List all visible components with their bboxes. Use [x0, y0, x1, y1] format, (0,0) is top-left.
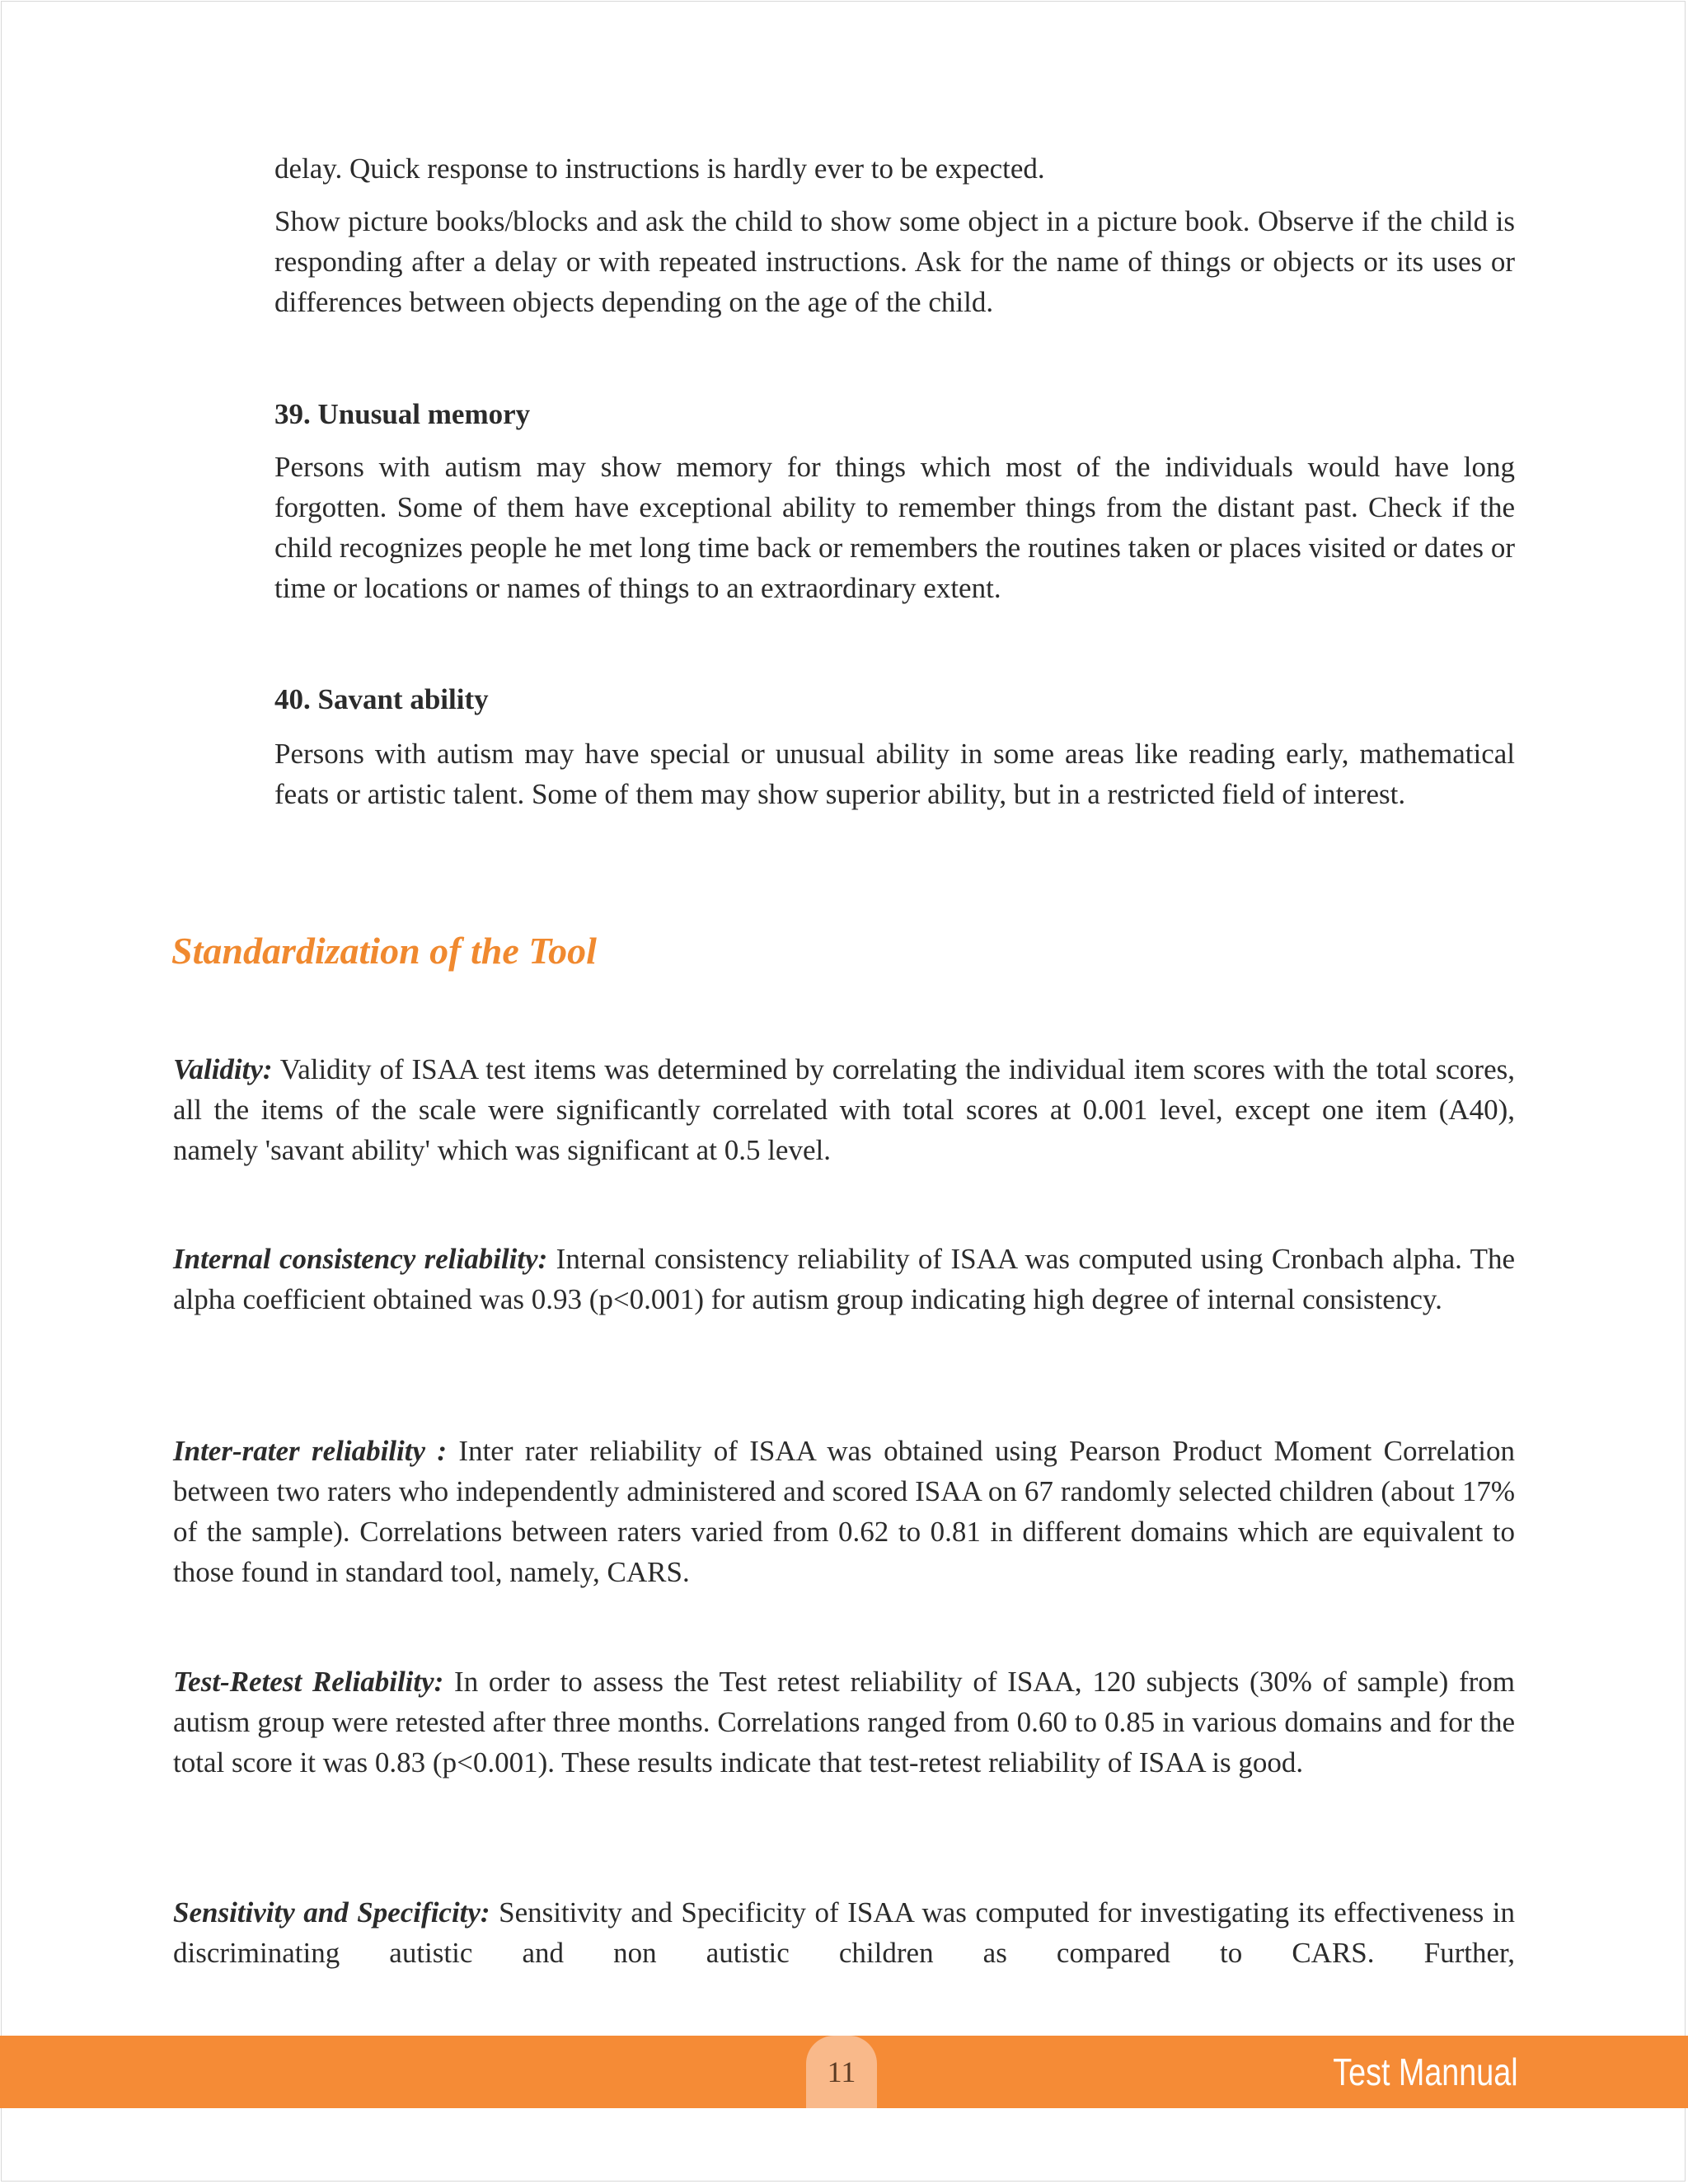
inter-rater-paragraph: [173, 1431, 1515, 1592]
section-title: Standardization of the Tool: [171, 930, 597, 972]
sensitivity-label: Sensitivity and Specificity:: [173, 1896, 490, 1929]
validity-label: Validity:: [173, 1053, 273, 1085]
item-39-body: Persons with autism may show memory for things which most of the individuals would have long forgotten. Some of them have exceptional ability to remember things from the distant past. Check if the child recognizes people he met long time back or remembers the routines taken or places visited or dates or time or locations or names of things to an extraordinary extent.: [274, 451, 1515, 604]
sensitivity-paragraph: [173, 1892, 1515, 1973]
item-40-body: Persons with autism may have special or unusual ability in some areas like reading early, mathematical feats or artistic talent. Some of them may show superior ability, but in a restricted field of interest.: [274, 738, 1515, 810]
inter-rater-text: Inter rater reliability of ISAA was obtained using Pearson Product Moment Correlation between two raters who independently administered and scored ISAA on 67 randomly selected children (about 17% of the sample). Correlations between raters varied from 0.62 to 0.81 in different domains which are equivalent to those found in standard tool, namely, CARS.: [173, 1435, 1516, 1588]
page-number: 11: [806, 2036, 877, 2108]
item-40-heading: 40. Savant ability: [274, 683, 489, 715]
inter-rater-label: Inter-rater reliability :: [173, 1435, 448, 1467]
sensitivity-text: Sensitivity and Specificity of ISAA was computed for investigating its effectiveness in discriminating autistic and non autistic children as compared to CARS. Further,: [173, 1896, 1515, 1969]
validity-paragraph: [173, 1049, 1515, 1170]
internal-consistency-label: Internal consistency reliability:: [173, 1243, 548, 1275]
picture-book-paragraph: Show picture books/blocks and ask the child to show some object in a picture book. Observe if the child is responding after a delay or with repeated instructions. Ask for the name of things or objects or its uses or differences between objects depending on the age of the child.: [274, 205, 1515, 318]
internal-consistency-paragraph: [173, 1239, 1515, 1319]
validity-text: Validity of ISAA test items was determined by correlating the individual item scores with the total scores, all the items of the scale were significantly correlated with total scores at 0.001 level, except one item (A40), namely 'savant ability' which was significant at 0.5 level.: [173, 1053, 1515, 1166]
internal-consistency-text: Internal consistency reliability of ISAA was computed using Cronbach alpha. The alpha coefficient obtained was 0.93 (p<0.001) for autism group indicating high degree of internal consistency.: [173, 1243, 1516, 1315]
manual-title: Test Mannual: [1333, 2050, 1518, 2093]
item-39-heading: 39. Unusual memory: [274, 398, 531, 430]
test-retest-text: In order to assess the Test retest reliability of ISAA, 120 subjects (30% of sample) from autism group were retested after three months. Correlations ranged from 0.60 to 0.85 in various domains and for the total score it was 0.83 (p<0.001). These results indicate that test-retest reliability of ISAA is good.: [173, 1666, 1515, 1779]
test-retest-label: Test-Retest Reliability:: [173, 1666, 444, 1698]
test-retest-paragraph: [173, 1661, 1515, 1783]
continued-line: delay. Quick response to instructions is hardly ever to be expected.: [274, 152, 1045, 185]
